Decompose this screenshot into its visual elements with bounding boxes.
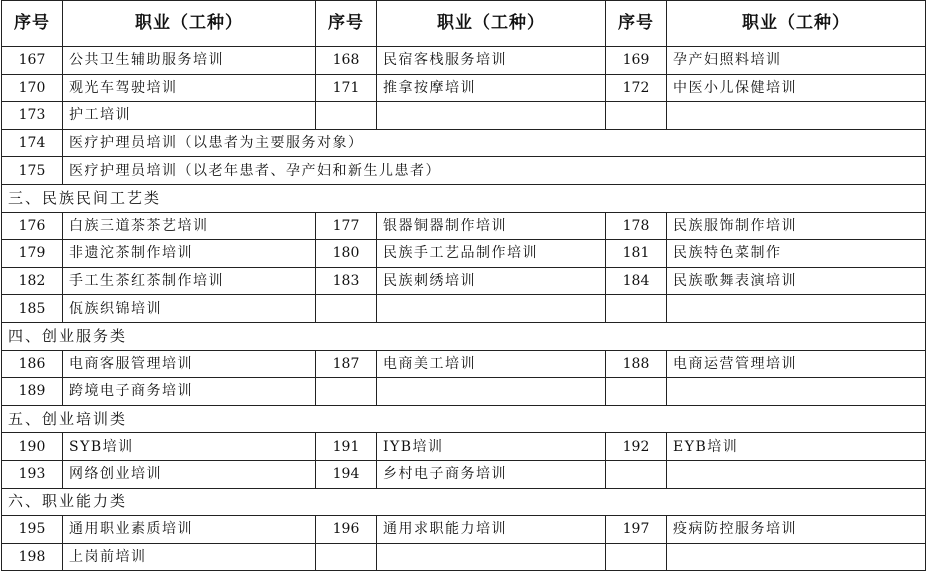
row-number: 177 [316, 212, 377, 240]
occupation-name [377, 102, 606, 130]
table-row [2, 129, 926, 157]
row-number [606, 460, 667, 488]
header-num: 序号 [606, 1, 667, 47]
section-title: 六、职业能力类 [2, 488, 926, 516]
row-number: 192 [606, 433, 667, 461]
header-num: 序号 [2, 1, 63, 47]
table-row [2, 378, 926, 406]
table-row [2, 212, 926, 240]
section-row [2, 184, 926, 212]
occupation-name: 白族三道茶茶艺培训 [63, 212, 316, 240]
table-row [2, 47, 926, 75]
training-occupation-table [1, 0, 926, 571]
row-number: 180 [316, 240, 377, 268]
row-number: 191 [316, 433, 377, 461]
row-number: 183 [316, 267, 377, 295]
row-number: 176 [2, 212, 63, 240]
section-row [2, 405, 926, 433]
row-number: 170 [2, 74, 63, 102]
occupation-name: 医疗护理员培训（以老年患者、孕产妇和新生儿患者） [63, 157, 926, 185]
header-job: 职业（工种） [377, 1, 606, 47]
row-number: 187 [316, 350, 377, 378]
row-number: 168 [316, 47, 377, 75]
occupation-name: 民宿客栈服务培训 [377, 47, 606, 75]
occupation-name: 民族服饰制作培训 [667, 212, 926, 240]
occupation-name: SYB培训 [63, 433, 316, 461]
row-number [316, 543, 377, 571]
occupation-name [377, 378, 606, 406]
occupation-name: 民族歌舞表演培训 [667, 267, 926, 295]
occupation-name: 护工培训 [63, 102, 316, 130]
row-number: 196 [316, 516, 377, 544]
row-number: 175 [2, 157, 63, 185]
occupation-name: 公共卫生辅助服务培训 [63, 47, 316, 75]
row-number: 193 [2, 460, 63, 488]
occupation-name: 医疗护理员培训（以患者为主要服务对象） [63, 129, 926, 157]
row-number: 190 [2, 433, 63, 461]
occupation-name [667, 460, 926, 488]
occupation-name: 电商运营管理培训 [667, 350, 926, 378]
occupation-name: 孕产妇照料培训 [667, 47, 926, 75]
row-number: 194 [316, 460, 377, 488]
occupation-name [667, 102, 926, 130]
row-number [606, 102, 667, 130]
occupation-name: IYB培训 [377, 433, 606, 461]
table-row [2, 240, 926, 268]
row-number: 182 [2, 267, 63, 295]
occupation-name: 乡村电子商务培训 [377, 460, 606, 488]
occupation-name: 电商美工培训 [377, 350, 606, 378]
table-row [2, 350, 926, 378]
occupation-name: 手工生茶红茶制作培训 [63, 267, 316, 295]
header-num: 序号 [316, 1, 377, 47]
occupation-name: 推拿按摩培训 [377, 74, 606, 102]
row-number: 172 [606, 74, 667, 102]
row-number: 185 [2, 295, 63, 323]
row-number: 184 [606, 267, 667, 295]
table-header-row [2, 1, 926, 47]
row-number: 173 [2, 102, 63, 130]
row-number: 181 [606, 240, 667, 268]
occupation-name: EYB培训 [667, 433, 926, 461]
occupation-name [377, 295, 606, 323]
row-number: 197 [606, 516, 667, 544]
row-number: 189 [2, 378, 63, 406]
table-row [2, 516, 926, 544]
occupation-name: 银器铜器制作培训 [377, 212, 606, 240]
occupation-name: 疫病防控服务培训 [667, 516, 926, 544]
row-number: 171 [316, 74, 377, 102]
row-number: 198 [2, 543, 63, 571]
row-number: 188 [606, 350, 667, 378]
row-number: 195 [2, 516, 63, 544]
occupation-name: 非遗沱茶制作培训 [63, 240, 316, 268]
header-job: 职业（工种） [667, 1, 926, 47]
table-row [2, 157, 926, 185]
row-number [316, 102, 377, 130]
row-number [606, 378, 667, 406]
occupation-name: 通用求职能力培训 [377, 516, 606, 544]
header-job: 职业（工种） [63, 1, 316, 47]
table-row [2, 267, 926, 295]
occupation-name [667, 295, 926, 323]
table-row [2, 295, 926, 323]
occupation-name: 网络创业培训 [63, 460, 316, 488]
occupation-name: 佤族织锦培训 [63, 295, 316, 323]
row-number: 178 [606, 212, 667, 240]
occupation-name: 电商客服管理培训 [63, 350, 316, 378]
row-number [606, 295, 667, 323]
occupation-name: 民族手工艺品制作培训 [377, 240, 606, 268]
occupation-name: 跨境电子商务培训 [63, 378, 316, 406]
occupation-name [667, 378, 926, 406]
row-number: 186 [2, 350, 63, 378]
table-row [2, 460, 926, 488]
row-number [606, 543, 667, 571]
occupation-name: 通用职业素质培训 [63, 516, 316, 544]
section-row [2, 322, 926, 350]
row-number: 169 [606, 47, 667, 75]
section-title: 三、民族民间工艺类 [2, 184, 926, 212]
row-number: 174 [2, 129, 63, 157]
table-row [2, 102, 926, 130]
table-row [2, 433, 926, 461]
row-number [316, 378, 377, 406]
table-row [2, 74, 926, 102]
section-title: 四、创业服务类 [2, 322, 926, 350]
occupation-name: 中医小儿保健培训 [667, 74, 926, 102]
row-number [316, 295, 377, 323]
table-row [2, 543, 926, 571]
occupation-name: 民族刺绣培训 [377, 267, 606, 295]
occupation-name: 民族特色菜制作 [667, 240, 926, 268]
row-number: 179 [2, 240, 63, 268]
row-number: 167 [2, 47, 63, 75]
occupation-name: 观光车驾驶培训 [63, 74, 316, 102]
section-row [2, 488, 926, 516]
section-title: 五、创业培训类 [2, 405, 926, 433]
occupation-name: 上岗前培训 [63, 543, 316, 571]
occupation-name [377, 543, 606, 571]
occupation-name [667, 543, 926, 571]
